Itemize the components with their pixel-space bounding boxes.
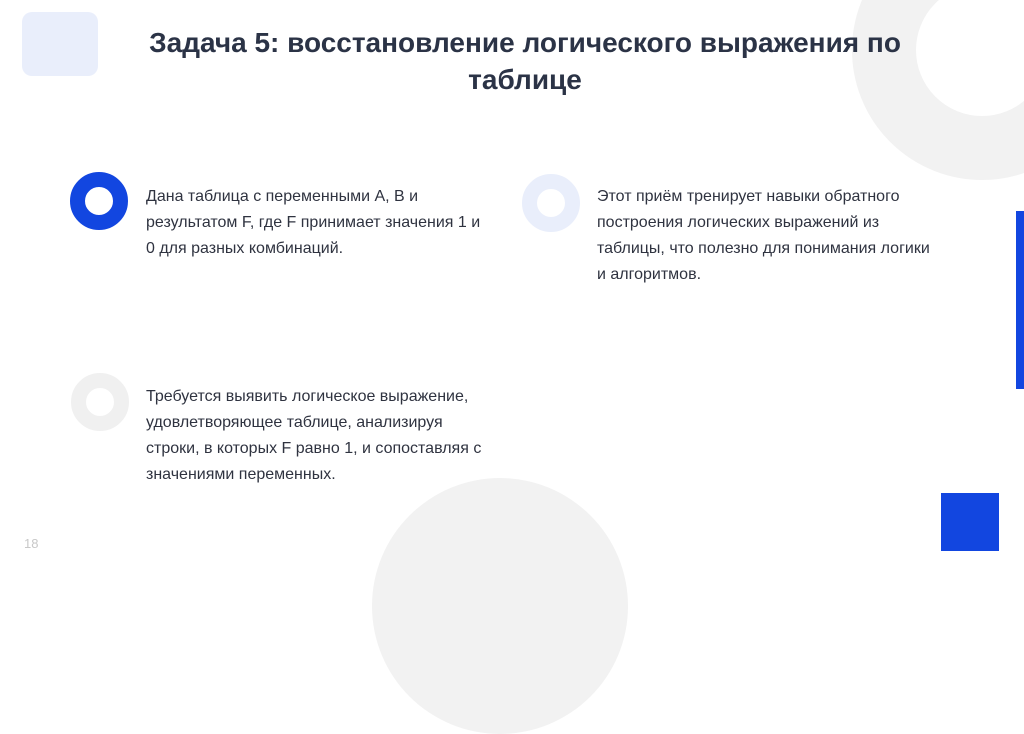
slide-title: Задача 5: восстановление логического выражения по таблице [149, 27, 901, 95]
page-number: 18 [24, 536, 39, 551]
ring-marker-light-blue-icon [522, 174, 580, 232]
ring-marker-blue-icon [70, 172, 128, 230]
decorative-blue-square [941, 493, 999, 551]
decorative-corner-square [22, 12, 98, 76]
ring-marker-gray-icon [71, 373, 129, 431]
point-text-2: Этот приём тренирует навыки обратного построения логических выражений из таблицы, что полезно для понимания логики и алгоритмов. [597, 188, 930, 283]
point-text-3: Требуется выявить логическое выражение, удовлетворяющее таблице, анализируя строки, в которых F равно 1, и сопоставляя с значениями переменных. [146, 388, 482, 483]
decorative-arc-bottom [372, 478, 628, 734]
point-text-1: Дана таблица с переменными A, B и результатом F, где F принимает значения 1 и 0 для разных комбинаций. [146, 188, 481, 257]
decorative-side-bar [1016, 211, 1024, 389]
